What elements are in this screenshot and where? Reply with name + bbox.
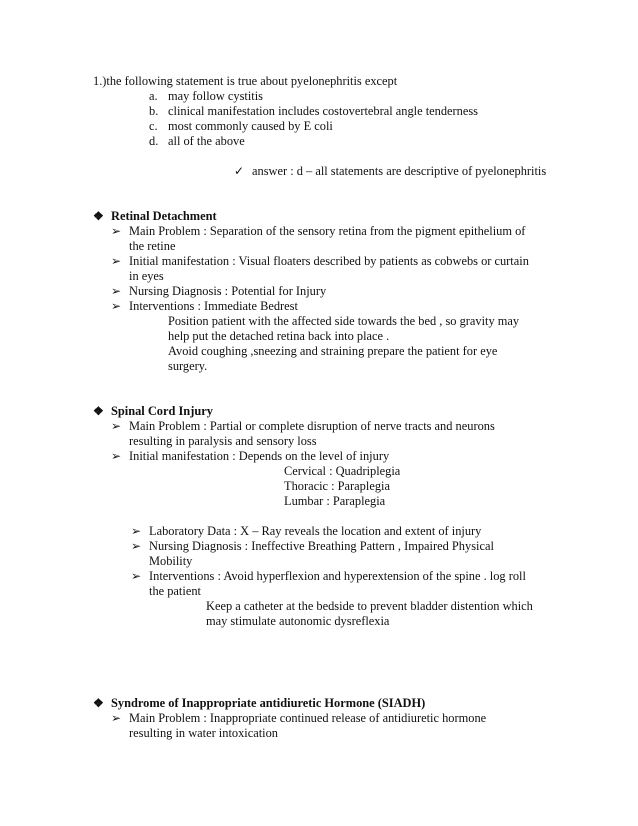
retinal-manifestation-cont: in eyes	[129, 269, 164, 283]
retinal-interventions	[111, 299, 298, 314]
spinal-lab-text: Laboratory Data : X – Ray reveals the location and extent of injury	[149, 524, 482, 538]
retinal-diagnosis	[111, 284, 326, 299]
retinal-note-3: Avoid coughing ,sneezing and straining prepare the patient for eye	[168, 344, 498, 358]
spinal-interventions-cont: the patient	[149, 584, 201, 598]
siadh-main-problem	[111, 711, 486, 726]
spinal-note-2: may stimulate autonomic dysreflexia	[206, 614, 390, 628]
section-heading-spinal	[93, 404, 213, 419]
spinal-diagnosis	[131, 539, 494, 554]
spinal-manifestation	[111, 449, 389, 464]
spinal-level-cervical: Cervical : Quadriplegia	[284, 464, 401, 478]
spinal-diagnosis-cont: Mobility	[149, 554, 193, 568]
retinal-note-4: surgery.	[168, 359, 208, 373]
arrowhead-bullet-icon: ➢	[111, 711, 122, 725]
retinal-main-problem	[111, 224, 525, 239]
retinal-main-problem-text: Main Problem : Separation of the sensory retina from the pigment epithelium of	[129, 224, 526, 238]
option-a-marker: a.	[149, 89, 158, 103]
retinal-note-2: help put the detached retina back into place .	[168, 329, 390, 343]
spinal-level-thoracic: Thoracic : Paraplegia	[284, 479, 390, 493]
spinal-lab	[131, 524, 481, 539]
answer-line	[234, 164, 546, 179]
siadh-main-problem-text: Main Problem : Inappropriate continued release of antidiuretic hormone	[129, 711, 487, 725]
option-b-marker: b.	[149, 104, 159, 118]
diamond-bullet-icon: ❖	[93, 404, 104, 418]
spinal-interventions	[131, 569, 526, 584]
option-c-text: most commonly caused by E coli	[168, 119, 333, 133]
retinal-manifestation-text: Initial manifestation : Visual floaters described by patients as cobwebs or curtain	[129, 254, 529, 268]
arrowhead-bullet-icon: ➢	[111, 299, 122, 313]
section-heading-siadh	[93, 696, 425, 711]
answer-text: answer : d – all statements are descriptive of pyelonephritis	[252, 164, 547, 178]
retinal-interventions-text: Interventions : Immediate Bedrest	[129, 299, 298, 313]
spinal-main-problem-text: Main Problem : Partial or complete disruption of nerve tracts and neurons	[129, 419, 495, 433]
option-b-text: clinical manifestation includes costovertebral angle tenderness	[168, 104, 478, 118]
arrowhead-bullet-icon: ➢	[111, 254, 122, 268]
retinal-main-problem-cont: the retine	[129, 239, 176, 253]
option-d-text: all of the above	[168, 134, 245, 148]
arrowhead-bullet-icon: ➢	[111, 224, 122, 238]
question-stem: 1.)the following statement is true about pyelonephritis except	[93, 74, 398, 88]
arrowhead-bullet-icon: ➢	[111, 449, 122, 463]
spinal-interventions-text: Interventions : Avoid hyperflexion and hyperextension of the spine . log roll	[149, 569, 526, 583]
diamond-bullet-icon: ❖	[93, 696, 104, 710]
check-mark-icon: ✓	[234, 164, 245, 178]
option-c-marker: c.	[149, 119, 158, 133]
arrowhead-bullet-icon: ➢	[131, 569, 142, 583]
arrowhead-bullet-icon: ➢	[131, 539, 142, 553]
arrowhead-bullet-icon: ➢	[111, 284, 122, 298]
retinal-diagnosis-text: Nursing Diagnosis : Potential for Injury	[129, 284, 327, 298]
spinal-main-problem	[111, 419, 495, 434]
spinal-level-lumbar: Lumbar : Paraplegia	[284, 494, 386, 508]
siadh-title: Syndrome of Inappropriate antidiuretic Hormone (SIADH)	[111, 696, 426, 710]
retinal-manifestation	[111, 254, 529, 269]
retinal-title: Retinal Detachment	[111, 209, 217, 223]
spinal-diagnosis-text: Nursing Diagnosis : Ineffective Breathing Pattern , Impaired Physical	[149, 539, 494, 553]
spinal-main-problem-cont: resulting in paralysis and sensory loss	[129, 434, 317, 448]
option-d-marker: d.	[149, 134, 159, 148]
spinal-title: Spinal Cord Injury	[111, 404, 213, 418]
section-heading-retinal	[93, 209, 217, 224]
siadh-main-problem-cont: resulting in water intoxication	[129, 726, 278, 740]
retinal-note-1: Position patient with the affected side towards the bed , so gravity may	[168, 314, 520, 328]
spinal-manifestation-text: Initial manifestation : Depends on the level of injury	[129, 449, 390, 463]
option-a-text: may follow cystitis	[168, 89, 263, 103]
arrowhead-bullet-icon: ➢	[111, 419, 122, 433]
spinal-note-1: Keep a catheter at the bedside to prevent bladder distention which	[206, 599, 533, 613]
diamond-bullet-icon: ❖	[93, 209, 104, 223]
arrowhead-bullet-icon: ➢	[131, 524, 142, 538]
